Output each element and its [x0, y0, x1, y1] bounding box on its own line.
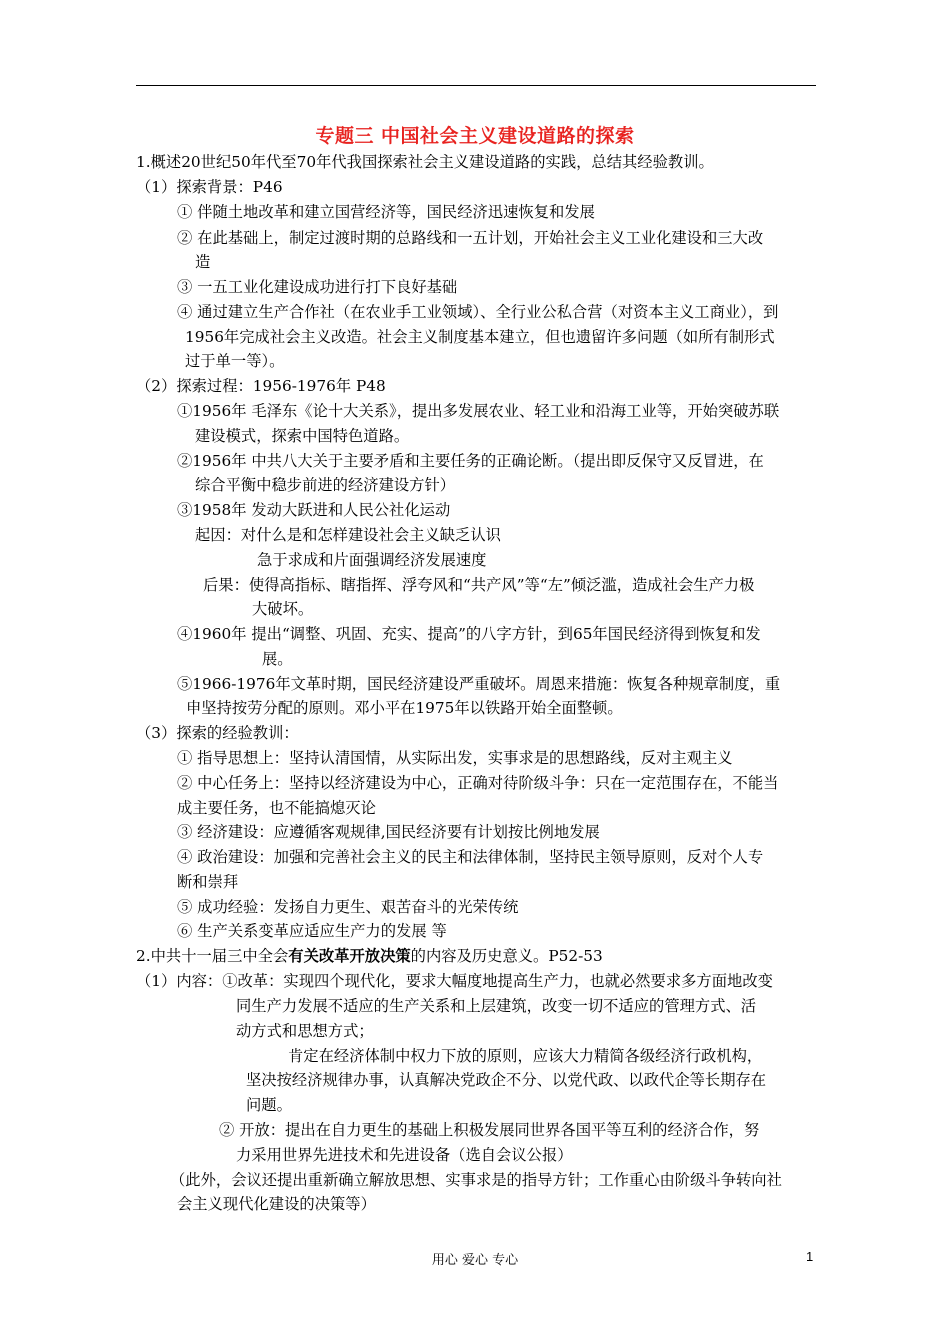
background-item-2: ② 在此基础上，制定过渡时期的总路线和一五计划，开始社会主义工业化建设和三大改: [177, 229, 764, 247]
question-2-suffix: 的内容及历史意义。P52-53: [410, 947, 603, 965]
lessons-item-6: ⑥ 生产关系变革应适应生产力的发展 等: [177, 922, 447, 940]
content-line-1: （1）内容：①改革：实现四个现代化，要求大幅度地提高生产力，也就必然要求多方面地改变: [136, 972, 773, 990]
lessons-item-2-cont: 成主要任务，也不能搞熄灭论: [177, 799, 376, 817]
content-line-9: （此外，会议还提出重新确立解放思想、实事求是的指导方针；工作重心由阶级斗争转向社: [170, 1171, 782, 1189]
question-2-emphasis: 有关改革开放决策: [288, 947, 411, 965]
question-1: 1.概述20世纪50年代至70年代我国探索社会主义建设道路的实践，总结其经验教训。: [136, 153, 714, 171]
background-item-1: ① 伴随土地改革和建立国营经济等，国民经济迅速恢复和发展: [177, 203, 595, 221]
process-item-1: ①1956年 毛泽东《论十大关系》，提出多发展农业、轻工业和沿海工业等，开始突破苏联: [177, 402, 780, 420]
content-line-5: 坚决按经济规律办事，认真解决党政企不分、以党代政、以政代企等长期存在: [246, 1071, 767, 1089]
process-item-2-cont: 综合平衡中稳步前进的经济建设方针）: [195, 476, 456, 494]
process-item-3: ③1958年 发动大跃进和人民公社化运动: [177, 501, 451, 519]
footer-text: 用心 爱心 专心: [431, 1253, 519, 1268]
lessons-item-1: ① 指导思想上：坚持认清国情，从实际出发，实事求是的思想路线，反对主观主义: [177, 749, 733, 767]
content-line-7: ② 开放：提出在自力更生的基础上积极发展同世界各国平等互利的经济合作，努: [219, 1121, 760, 1139]
process-heading: （2）探索过程：1956-1976年 P48: [136, 377, 386, 395]
process-item-4: ④1960年 提出“调整、巩固、充实、提高”的八字方针，到65年国民经济得到恢复和发: [177, 625, 761, 643]
header-rule: [136, 85, 816, 86]
content-line-10: 会主义现代化建设的决策等）: [177, 1195, 376, 1213]
page-number: 1: [806, 1249, 814, 1264]
lessons-item-5: ⑤ 成功经验：发扬自力更生、艰苦奋斗的光荣传统: [177, 898, 519, 916]
content-line-6: 问题。: [246, 1096, 292, 1114]
lessons-item-3: ③ 经济建设：应遵循客观规律,国民经济要有计划按比例地发展: [177, 823, 600, 841]
background-item-4-cont: 1956年完成社会主义改造。社会主义制度基本建立，但也遗留许多问题（如所有制形式: [185, 328, 775, 346]
background-item-3: ③ 一五工业化建设成功进行打下良好基础: [177, 278, 458, 296]
process-result-cont: 大破坏。: [252, 600, 314, 618]
question-2: [136, 946, 603, 966]
process-item-2: ②1956年 中共八大关于主要矛盾和主要任务的正确论断。（提出即反保守又反冒进，在: [177, 452, 764, 470]
lessons-heading: （3）探索的经验教训：: [136, 724, 299, 742]
question-2-prefix: 2.中共十一届三中全会: [136, 947, 289, 965]
process-item-1-cont: 建设模式，探索中国特色道路。: [195, 427, 410, 445]
content-line-2: 同生产力发展不适应的生产关系和上层建筑，改变一切不适应的管理方式、活: [236, 997, 757, 1015]
process-result: 后果：使得高指标、瞎指挥、浮夸风和“共产风”等“左”倾泛滥，造成社会生产力极: [203, 576, 755, 594]
process-item-5-cont: 申坚持按劳分配的原则。邓小平在1975年以铁路开始全面整顿。: [186, 699, 623, 717]
background-item-4-cont: 过于单一等）。: [185, 352, 285, 370]
lessons-item-4-cont: 断和崇拜: [177, 873, 239, 891]
process-cause: 起因：对什么是和怎样建设社会主义缺乏认识: [195, 526, 501, 544]
content-line-4: 肯定在经济体制中权力下放的原则，应该大力精简各级经济行政机构，: [288, 1047, 763, 1065]
content-line-8: 力采用世界先进技术和先进设备（选自会议公报）: [236, 1146, 573, 1164]
process-item-5: ⑤1966-1976年文革时期，国民经济建设严重破坏。周恩来措施：恢复各种规章制度，重: [177, 675, 781, 693]
process-item-4-cont: 展。: [262, 650, 293, 668]
background-item-2-cont: 造: [195, 253, 211, 271]
process-cause-cont: 急于求成和片面强调经济发展速度: [257, 551, 487, 569]
background-heading: （1）探索背景：P46: [136, 178, 283, 196]
background-item-4: ④ 通过建立生产合作社（在农业手工业领域）、全行业公私合营（对资本主义工商业），到: [177, 303, 779, 321]
lessons-item-2: ② 中心任务上：坚持以经济建设为中心，正确对待阶级斗争：只在一定范围存在，不能当: [177, 774, 779, 792]
content-line-3: 动方式和思想方式；: [236, 1022, 374, 1040]
lessons-item-4: ④ 政治建设：加强和完善社会主义的民主和法律体制，坚持民主领导原则，反对个人专: [177, 848, 764, 866]
page-title: 专题三 中国社会主义建设道路的探索: [315, 125, 635, 147]
